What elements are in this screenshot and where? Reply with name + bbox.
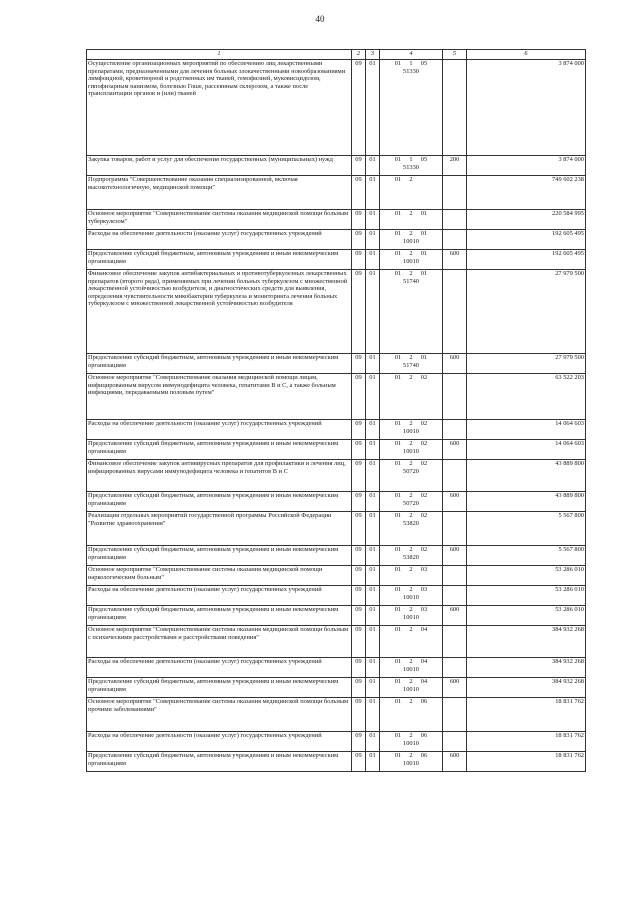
row-section-code: 01 (366, 606, 380, 626)
row-chapter-code: 09 (352, 270, 366, 354)
row-expense-type: 600 (443, 606, 467, 626)
row-amount: 43 889 800 (467, 460, 586, 492)
row-expense-type: 600 (443, 678, 467, 698)
row-target-article (380, 586, 443, 606)
row-amount: 5 567 800 (467, 546, 586, 566)
row-description: Расходы на обеспечение деятельности (оказание услуг) государственных учреждений (87, 586, 352, 606)
target-article-part-p2: 2 (409, 752, 413, 759)
row-chapter-code: 09 (352, 210, 366, 230)
row-target-article (380, 60, 443, 156)
header-col-2: 2 (352, 50, 366, 60)
row-section-code: 01 (366, 512, 380, 546)
row-chapter-code: 09 (352, 354, 366, 374)
row-chapter-code: 09 (352, 420, 366, 440)
row-section-code: 01 (366, 566, 380, 586)
target-article-part-p2: 2 (409, 546, 413, 553)
row-description: Финансовое обеспечение закупок антивирусных препаратов для профилактики и лечения лиц, инфицированных вирусами иммунодефицита человека и гепатитов В и С (87, 460, 352, 492)
target-article-part-p4: 51740 (403, 361, 419, 369)
target-article-part-p1: 01 (394, 658, 402, 665)
row-target-article (380, 210, 443, 230)
row-expense-type (443, 658, 467, 678)
target-article-part-p4: 10010 (403, 447, 419, 455)
target-article-part-p2: 2 (409, 626, 413, 633)
row-description: Основное мероприятие "Совершенствование системы оказания медицинской помощи наркологическим больным" (87, 566, 352, 586)
target-article-part-p1: 01 (394, 156, 402, 163)
row-expense-type: 200 (443, 156, 467, 176)
target-article-part-p4: 10010 (403, 759, 419, 767)
row-description: Предоставление субсидий бюджетным, автономным учреждениям и иным некоммерческим организациям (87, 678, 352, 698)
row-chapter-code: 09 (352, 566, 366, 586)
row-chapter-code: 09 (352, 606, 366, 626)
target-article-part-p2: 1 (409, 60, 413, 67)
row-section-code: 01 (366, 658, 380, 678)
row-expense-type (443, 374, 467, 420)
row-section-code: 01 (366, 752, 380, 772)
row-expense-type (443, 732, 467, 752)
target-article-part-p3: 02 (420, 492, 428, 499)
target-article-part-p4: 53820 (403, 553, 419, 561)
row-target-article (380, 156, 443, 176)
row-chapter-code: 09 (352, 374, 366, 420)
row-target-article (380, 374, 443, 420)
target-article-part-p1: 01 (394, 374, 402, 381)
table-row (87, 374, 586, 420)
row-chapter-code: 09 (352, 546, 366, 566)
row-amount: 53 286 010 (467, 606, 586, 626)
row-amount: 192 605 495 (467, 250, 586, 270)
target-article-part-p2: 2 (409, 658, 413, 665)
row-amount: 384 932 268 (467, 626, 586, 658)
row-section-code: 01 (366, 698, 380, 732)
row-expense-type (443, 586, 467, 606)
row-section-code: 01 (366, 210, 380, 230)
table-row (87, 492, 586, 512)
row-target-article (380, 460, 443, 492)
row-description: Расходы на обеспечение деятельности (оказание услуг) государственных учреждений (87, 230, 352, 250)
target-article-part-p4: 50720 (403, 499, 419, 507)
target-article-part-p1: 01 (394, 606, 402, 613)
table-row (87, 270, 586, 354)
row-section-code: 01 (366, 492, 380, 512)
target-article-part-p1: 01 (394, 698, 402, 705)
table-row (87, 606, 586, 626)
target-article-part-p2: 2 (409, 374, 413, 381)
row-target-article (380, 606, 443, 626)
target-article-part-p2: 2 (409, 586, 413, 593)
target-article-part-p1: 01 (394, 60, 402, 67)
row-target-article (380, 732, 443, 752)
row-description: Предоставление субсидий бюджетным, автономным учреждениям и иным некоммерческим организациям (87, 546, 352, 566)
target-article-part-p2: 2 (409, 210, 413, 217)
row-section-code: 01 (366, 374, 380, 420)
row-chapter-code: 09 (352, 626, 366, 658)
target-article-part-p2: 2 (409, 566, 413, 573)
row-amount: 220 584 995 (467, 210, 586, 230)
target-article-part-p4: 10010 (403, 237, 419, 245)
target-article-part-p3: 04 (420, 678, 428, 685)
table-row (87, 420, 586, 440)
target-article-part-p1: 01 (394, 250, 402, 257)
target-article-part-p1: 01 (394, 230, 402, 237)
row-target-article (380, 626, 443, 658)
target-article-part-p4: 10010 (403, 613, 419, 621)
row-chapter-code: 09 (352, 658, 366, 678)
row-description: Предоставление субсидий бюджетным, автономным учреждениям и иным некоммерческим организациям (87, 752, 352, 772)
target-article-part-p4: 51330 (403, 163, 419, 171)
row-amount: 53 286 010 (467, 586, 586, 606)
target-article-part-p2: 2 (409, 230, 413, 237)
row-chapter-code: 09 (352, 460, 366, 492)
row-target-article (380, 512, 443, 546)
row-chapter-code: 09 (352, 230, 366, 250)
row-target-article (380, 354, 443, 374)
budget-table (86, 49, 586, 772)
target-article-part-p3: 01 (420, 230, 428, 237)
row-chapter-code: 09 (352, 156, 366, 176)
table-row (87, 176, 586, 210)
row-section-code: 01 (366, 732, 380, 752)
row-section-code: 01 (366, 250, 380, 270)
target-article-part-p2: 2 (409, 698, 413, 705)
target-article-part-p3: 02 (420, 374, 428, 381)
target-article-part-p4: 10010 (403, 593, 419, 601)
row-target-article (380, 270, 443, 354)
row-target-article (380, 698, 443, 732)
table-body (87, 60, 586, 772)
target-article-part-p1: 01 (394, 440, 402, 447)
row-target-article (380, 420, 443, 440)
target-article-part-p1: 01 (394, 678, 402, 685)
row-section-code: 01 (366, 440, 380, 460)
row-section-code: 01 (366, 546, 380, 566)
row-section-code: 01 (366, 460, 380, 492)
target-article-part-p3: 02 (420, 546, 428, 553)
target-article-part-p4: 51330 (403, 67, 419, 75)
row-description: Расходы на обеспечение деятельности (оказание услуг) государственных учреждений (87, 732, 352, 752)
target-article-part-p3: 03 (420, 566, 428, 573)
target-article-part-p3: 06 (420, 752, 428, 759)
row-expense-type: 600 (443, 440, 467, 460)
target-article-part-p1: 01 (394, 512, 402, 519)
row-description: Основное мероприятие "Совершенствование системы оказания медицинской помощи больным туберкулезом" (87, 210, 352, 230)
row-expense-type (443, 210, 467, 230)
target-article-part-p1: 01 (394, 176, 402, 183)
target-article-part-p4: 10010 (403, 427, 419, 435)
target-article-part-p4: 10010 (403, 665, 419, 673)
row-section-code: 01 (366, 230, 380, 250)
target-article-part-p3: 01 (420, 210, 428, 217)
row-chapter-code: 09 (352, 752, 366, 772)
page-number: 40 (315, 14, 325, 24)
row-chapter-code: 09 (352, 250, 366, 270)
table-row (87, 678, 586, 698)
row-description: Предоставление субсидий бюджетным, автономным учреждениям и иным некоммерческим организациям (87, 606, 352, 626)
target-article-part-p3: 05 (420, 60, 428, 67)
header-col-1: 1 (87, 50, 352, 60)
row-description: Подпрограмма "Совершенствование оказания специализированной, включая высокотехнологичную, медицинской помощи" (87, 176, 352, 210)
table-row (87, 586, 586, 606)
row-description: Предоставление субсидий бюджетным, автономным учреждениям и иным некоммерческим организациям (87, 440, 352, 460)
row-amount: 18 831 762 (467, 732, 586, 752)
row-chapter-code: 09 (352, 586, 366, 606)
row-description: Закупка товаров, работ и услуг для обеспечения государственных (муниципальных) нужд (87, 156, 352, 176)
row-description: Предоставление субсидий бюджетным, автономным учреждениям и иным некоммерческим организациям (87, 492, 352, 512)
row-amount: 43 889 800 (467, 492, 586, 512)
target-article-part-p1: 01 (394, 270, 402, 277)
target-article-part-p1: 01 (394, 732, 402, 739)
row-target-article (380, 440, 443, 460)
row-expense-type (443, 230, 467, 250)
row-chapter-code: 09 (352, 60, 366, 156)
row-target-article (380, 678, 443, 698)
target-article-part-p3: 03 (420, 606, 428, 613)
row-section-code: 01 (366, 270, 380, 354)
header-col-4: 4 (380, 50, 443, 60)
target-article-part-p3: 02 (420, 440, 428, 447)
table-row (87, 230, 586, 250)
row-expense-type: 600 (443, 250, 467, 270)
target-article-part-p3: 02 (420, 512, 428, 519)
target-article-part-p2: 2 (409, 492, 413, 499)
row-target-article (380, 566, 443, 586)
target-article-part-p1: 01 (394, 586, 402, 593)
row-target-article (380, 658, 443, 678)
row-chapter-code: 09 (352, 698, 366, 732)
row-amount: 27 979 500 (467, 270, 586, 354)
target-article-part-p2: 2 (409, 420, 413, 427)
row-expense-type: 600 (443, 752, 467, 772)
table-row (87, 698, 586, 732)
table-row (87, 512, 586, 546)
target-article-part-p4: 50720 (403, 467, 419, 475)
row-target-article (380, 546, 443, 566)
row-expense-type (443, 626, 467, 658)
row-expense-type (443, 60, 467, 156)
target-article-part-p4: 10010 (403, 685, 419, 693)
row-chapter-code: 09 (352, 512, 366, 546)
target-article-part-p4: 53820 (403, 519, 419, 527)
target-article-part-p1: 01 (394, 460, 402, 467)
target-article-part-p4: 10010 (403, 739, 419, 747)
row-chapter-code: 09 (352, 440, 366, 460)
target-article-part-p3: 02 (420, 460, 428, 467)
row-expense-type (443, 270, 467, 354)
target-article-part-p2: 2 (409, 270, 413, 277)
target-article-part-p3: 04 (420, 658, 428, 665)
target-article-part-p2: 2 (409, 250, 413, 257)
table-row (87, 566, 586, 586)
row-description: Расходы на обеспечение деятельности (оказание услуг) государственных учреждений (87, 420, 352, 440)
target-article-part-p3: 01 (420, 250, 428, 257)
target-article-part-p3: 06 (420, 732, 428, 739)
header-col-6: 6 (467, 50, 586, 60)
row-target-article (380, 250, 443, 270)
row-amount: 3 874 000 (467, 60, 586, 156)
target-article-part-p1: 01 (394, 752, 402, 759)
table-header-row (87, 50, 586, 60)
row-description: Финансовое обеспечение закупок антибактериальных и противотуберкулезных лекарственных препаратов (второго ряда), применяемых при лечении больных туберкулезом с множественной лекарственной устойчивостью возбудителя, и диагностических средств для выявления, определения чувствительности микобактерии туберкулеза и мониторинга лечения больных туберкулезом с множественной лекарственной устойчивостью возбудителя (87, 270, 352, 354)
target-article-part-p1: 01 (394, 546, 402, 553)
table-row (87, 658, 586, 678)
row-description: Предоставление субсидий бюджетным, автономным учреждениям и иным некоммерческим организациям (87, 354, 352, 374)
table-row (87, 250, 586, 270)
target-article-part-p2: 2 (409, 732, 413, 739)
row-target-article (380, 176, 443, 210)
target-article-part-p4: 10010 (403, 257, 419, 265)
row-amount: 5 567 800 (467, 512, 586, 546)
row-expense-type (443, 698, 467, 732)
target-article-part-p2: 2 (409, 354, 413, 361)
row-amount: 14 064 603 (467, 440, 586, 460)
row-expense-type (443, 512, 467, 546)
target-article-part-p1: 01 (394, 210, 402, 217)
target-article-part-p2: 2 (409, 512, 413, 519)
row-description: Основное мероприятие "Совершенствование системы оказания медицинской помощи больным прочими заболеваниями" (87, 698, 352, 732)
target-article-part-p2: 2 (409, 440, 413, 447)
target-article-part-p2: 2 (409, 678, 413, 685)
row-amount: 749 602 238 (467, 176, 586, 210)
row-description: Предоставление субсидий бюджетным, автономным учреждениям и иным некоммерческим организациям (87, 250, 352, 270)
row-chapter-code: 09 (352, 732, 366, 752)
row-amount: 384 932 268 (467, 658, 586, 678)
table-row (87, 752, 586, 772)
row-expense-type (443, 460, 467, 492)
target-article-part-p3: 01 (420, 354, 428, 361)
table-row (87, 460, 586, 492)
target-article-part-p1: 01 (394, 354, 402, 361)
row-chapter-code: 09 (352, 678, 366, 698)
row-section-code: 01 (366, 678, 380, 698)
row-section-code: 01 (366, 626, 380, 658)
target-article-part-p3: 05 (420, 156, 428, 163)
target-article-part-p2: 2 (409, 606, 413, 613)
row-section-code: 01 (366, 156, 380, 176)
row-amount: 18 831 762 (467, 698, 586, 732)
target-article-part-p1: 01 (394, 626, 402, 633)
target-article-part-p1: 01 (394, 492, 402, 499)
row-expense-type (443, 176, 467, 210)
row-expense-type: 600 (443, 492, 467, 512)
row-target-article (380, 230, 443, 250)
table-row (87, 626, 586, 658)
row-target-article (380, 752, 443, 772)
row-description: Основное мероприятие "Совершенствование оказания медицинской помощи лицам, инфицированным вирусом иммунодефицита человека, гепатитами В и С, а также больным инфекциями, передаваемыми половым путем" (87, 374, 352, 420)
row-amount: 27 979 500 (467, 354, 586, 374)
row-section-code: 01 (366, 586, 380, 606)
row-amount: 53 286 010 (467, 566, 586, 586)
row-section-code: 01 (366, 420, 380, 440)
header-col-5: 5 (443, 50, 467, 60)
row-amount: 192 605 495 (467, 230, 586, 250)
row-description: Осуществление организационных мероприятий по обеспечению лиц лекарственными препаратами, предназначенными для лечения больных злокачественными новообразованиями лимфоидной, кроветворной и родственных им тканей, гемофилией, муковисцидозом, гипофизарным нанизмом, болезнью Гоше, рассеянным склерозом, а также после трансплантации органов и (или) тканей (87, 60, 352, 156)
row-amount: 63 522 203 (467, 374, 586, 420)
row-chapter-code: 09 (352, 176, 366, 210)
target-article-part-p3: 01 (420, 270, 428, 277)
row-section-code: 01 (366, 354, 380, 374)
row-expense-type (443, 420, 467, 440)
target-article-part-p2: 2 (409, 460, 413, 467)
row-expense-type (443, 566, 467, 586)
row-chapter-code: 09 (352, 492, 366, 512)
target-article-part-p3: 04 (420, 626, 428, 633)
table-row (87, 60, 586, 156)
table-row (87, 210, 586, 230)
row-amount: 3 874 000 (467, 156, 586, 176)
target-article-part-p3: 02 (420, 420, 428, 427)
row-description: Расходы на обеспечение деятельности (оказание услуг) государственных учреждений (87, 658, 352, 678)
table-row (87, 546, 586, 566)
target-article-part-p3: 03 (420, 586, 428, 593)
row-section-code: 01 (366, 176, 380, 210)
row-expense-type: 600 (443, 354, 467, 374)
table-row (87, 156, 586, 176)
row-amount: 14 064 603 (467, 420, 586, 440)
row-description: Реализация отдельных мероприятий государственной программы Российской Федерации "Развитие здравоохранения" (87, 512, 352, 546)
row-amount: 18 831 762 (467, 752, 586, 772)
header-col-3: 3 (366, 50, 380, 60)
row-section-code: 01 (366, 60, 380, 156)
target-article-part-p1: 01 (394, 420, 402, 427)
table-row (87, 354, 586, 374)
table-row (87, 732, 586, 752)
target-article-part-p1: 01 (394, 566, 402, 573)
target-article-part-p2: 1 (409, 156, 413, 163)
row-expense-type: 600 (443, 546, 467, 566)
target-article-part-p3: 06 (420, 698, 428, 705)
row-amount: 384 932 268 (467, 678, 586, 698)
row-target-article (380, 492, 443, 512)
table-row (87, 440, 586, 460)
target-article-part-p4: 51740 (403, 277, 419, 285)
row-description: Основное мероприятие "Совершенствование системы оказания медицинской помощи больным с психическими расстройствами и расстройствами поведения" (87, 626, 352, 658)
target-article-part-p2: 2 (409, 176, 413, 183)
